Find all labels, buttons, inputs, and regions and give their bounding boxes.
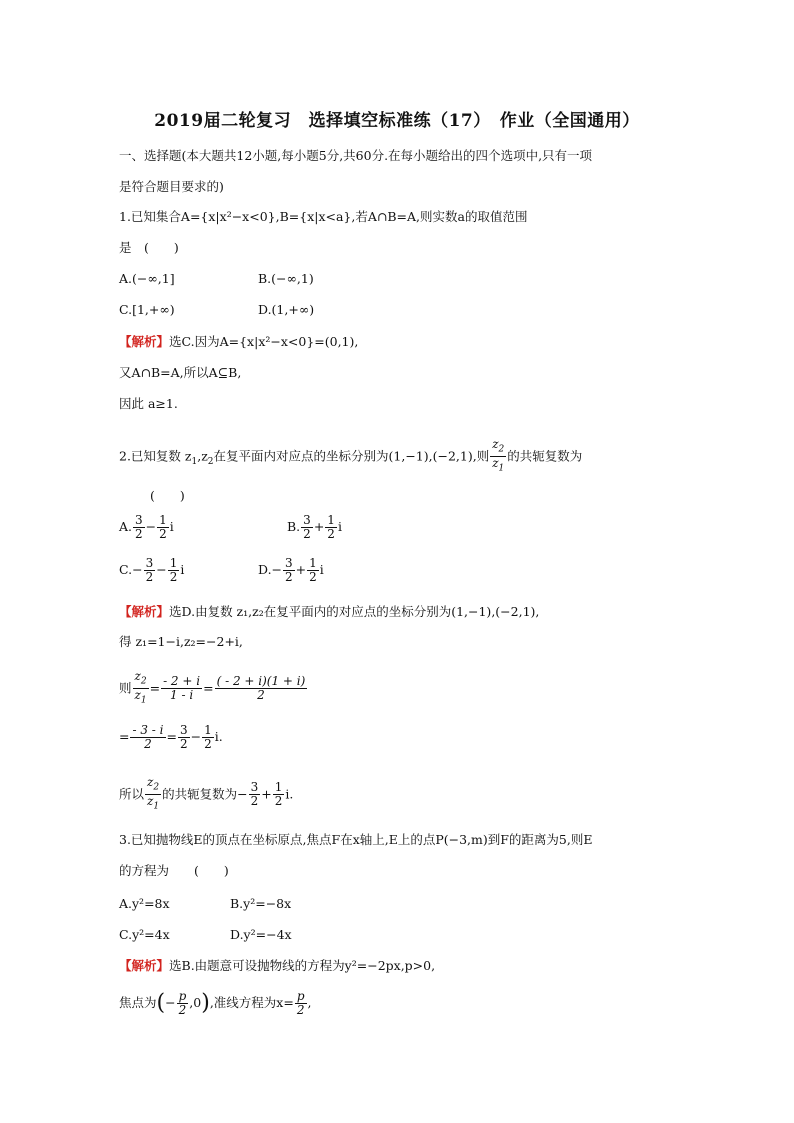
fraction: $\frac{1}{2}$ [204, 723, 212, 751]
subscript: 2 [207, 456, 214, 467]
q3-option-a: A.y²=8x [119, 896, 170, 911]
q1-solution-line-2: 又A∩B=A,所以A⊆B, [119, 365, 242, 380]
fraction-z2-over-z1: $\frac{z_2}{z_1}$ [134, 669, 147, 706]
fraction: $\frac{1}{2}$ [169, 556, 178, 584]
fraction-p-over-2: $\frac{p}{2}$ [296, 989, 305, 1017]
q2-solution-line-3: 则 $\frac{z_2}{z_1}$ = $\frac{- 2 + i}{1 - i}$ = $\frac{( - 2 + i)(1 + i)}{2}$ [119, 669, 306, 706]
solution-tag: 【解析】 [119, 958, 170, 973]
q1-stem-line-1: 1.已知集合A={x|x²−x<0},B={x|x<a},若A∩B=A,则实数a的取值范围 [119, 209, 528, 224]
fraction: $\frac{3}{2}$ [250, 780, 259, 809]
q1-stem-line-2: 是 ( ) [119, 240, 179, 255]
q2-option-b: B. $\frac{3}{2}$ + $\frac{1}{2}$ i [287, 513, 342, 541]
q2-solution-line-2: 得 z₁=1−i,z₂=−2+i, [119, 634, 243, 649]
q2-solution-line-4: = $\frac{- 3 - i}{2}$ = $\frac{3}{2}$ − $\frac{1}{2}$ i. [119, 723, 223, 751]
q2-option-a: A. $\frac{3}{2}$ − $\frac{1}{2}$ i [119, 513, 174, 541]
fraction: $\frac{( - 2 + i)(1 + i)}{2}$ [216, 674, 306, 703]
fraction: $\frac{3}{2}$ [285, 556, 293, 584]
fraction: $\frac{3}{2}$ [180, 723, 188, 751]
q2-stem-line-1 [119, 438, 582, 476]
q2-solution-line-5: 所以 $\frac{z_2}{z_1}$ 的共轭复数为− $\frac{3}{2}$ + $\frac{1}{2}$ i. [119, 775, 294, 812]
q1-option-b: B.(−∞,1) [258, 271, 314, 286]
fraction: $\frac{3}{2}$ [135, 513, 143, 541]
fraction-z2-over-z1: $\frac{z_2}{z_1}$ [492, 437, 505, 474]
fraction: $\frac{3}{2}$ [145, 556, 154, 584]
q1-option-a: A.(−∞,1] [119, 271, 175, 286]
q1-solution-text-1: 选C.因为A={x|x²−x<0}=(0,1), [169, 334, 359, 349]
page-title: 2019届二轮复习 选择填空标准练（17） 作业（全国通用） [154, 111, 640, 131]
q2-solution-line-1 [119, 604, 539, 620]
fraction-z2-over-z1: $\frac{z_2}{z_1}$ [147, 775, 160, 812]
q2-stem-mid2: 在复平面内对应点的坐标分别为(1,−1),(−2,1),则 [213, 448, 490, 464]
q1-solution-line-1 [119, 334, 358, 350]
intro-line-2: 是符合题目要求的) [119, 179, 224, 194]
fraction: $\frac{- 2 + i}{1 - i}$ [163, 674, 201, 703]
q1-solution-line-3: 因此 a≥1. [119, 396, 178, 411]
fraction: $\frac{1}{2}$ [274, 780, 283, 809]
q2-option-d: D.− $\frac{3}{2}$ + $\frac{1}{2}$ i [258, 556, 324, 584]
fraction: $\frac{1}{2}$ [159, 513, 167, 541]
q2-solution-text-1: 选D.由复数 z₁,z₂在复平面内的对应点的坐标分别为(1,−1),(−2,1), [169, 604, 540, 619]
q1-option-c: C.[1,+∞) [119, 302, 175, 317]
q3-option-d: D.y²=−4x [230, 927, 292, 942]
fraction: $\frac{- 3 - i}{2}$ [132, 723, 164, 751]
q2-answer-blank: ( ) [150, 488, 185, 503]
q3-option-b: B.y²=−8x [230, 896, 292, 911]
q3-option-c: C.y²=4x [119, 927, 170, 942]
q3-solution-text-1: 选B.由题意可设抛物线的方程为y²=−2px,p>0, [169, 958, 436, 973]
q3-stem-line-2: 的方程为 ( ) [119, 863, 229, 878]
solution-tag: 【解析】 [119, 604, 170, 619]
fraction-p-over-2: $\frac{p}{2}$ [178, 989, 187, 1017]
fraction: $\frac{1}{2}$ [327, 513, 335, 541]
subscript: 1 [191, 456, 198, 467]
fraction: $\frac{1}{2}$ [309, 556, 317, 584]
intro-line-1: 一、选择题(本大题共12小题,每小题5分,共60分.在每小题给出的四个选项中,只有一项 [119, 148, 593, 163]
q3-stem-line-1: 3.已知抛物线E的顶点在坐标原点,焦点F在x轴上,E上的点P(−3,m)到F的距离为5,则E [119, 832, 593, 847]
fraction: $\frac{3}{2}$ [303, 513, 311, 541]
q2-stem-pre: 2.已知复数 z [119, 448, 192, 464]
solution-tag: 【解析】 [119, 334, 170, 349]
q1-option-d: D.(1,+∞) [258, 302, 315, 317]
q2-stem-post: 的共轭复数为 [507, 448, 583, 464]
q2-stem-mid1: ,z [197, 448, 208, 464]
q3-solution-line-1 [119, 958, 435, 974]
q3-solution-line-2: 焦点为(− $\frac{p}{2}$ ,0),准线方程为x= $\frac{p}{2}$ , [119, 989, 312, 1017]
q2-option-c: C.− $\frac{3}{2}$ − $\frac{1}{2}$ i [119, 556, 185, 584]
